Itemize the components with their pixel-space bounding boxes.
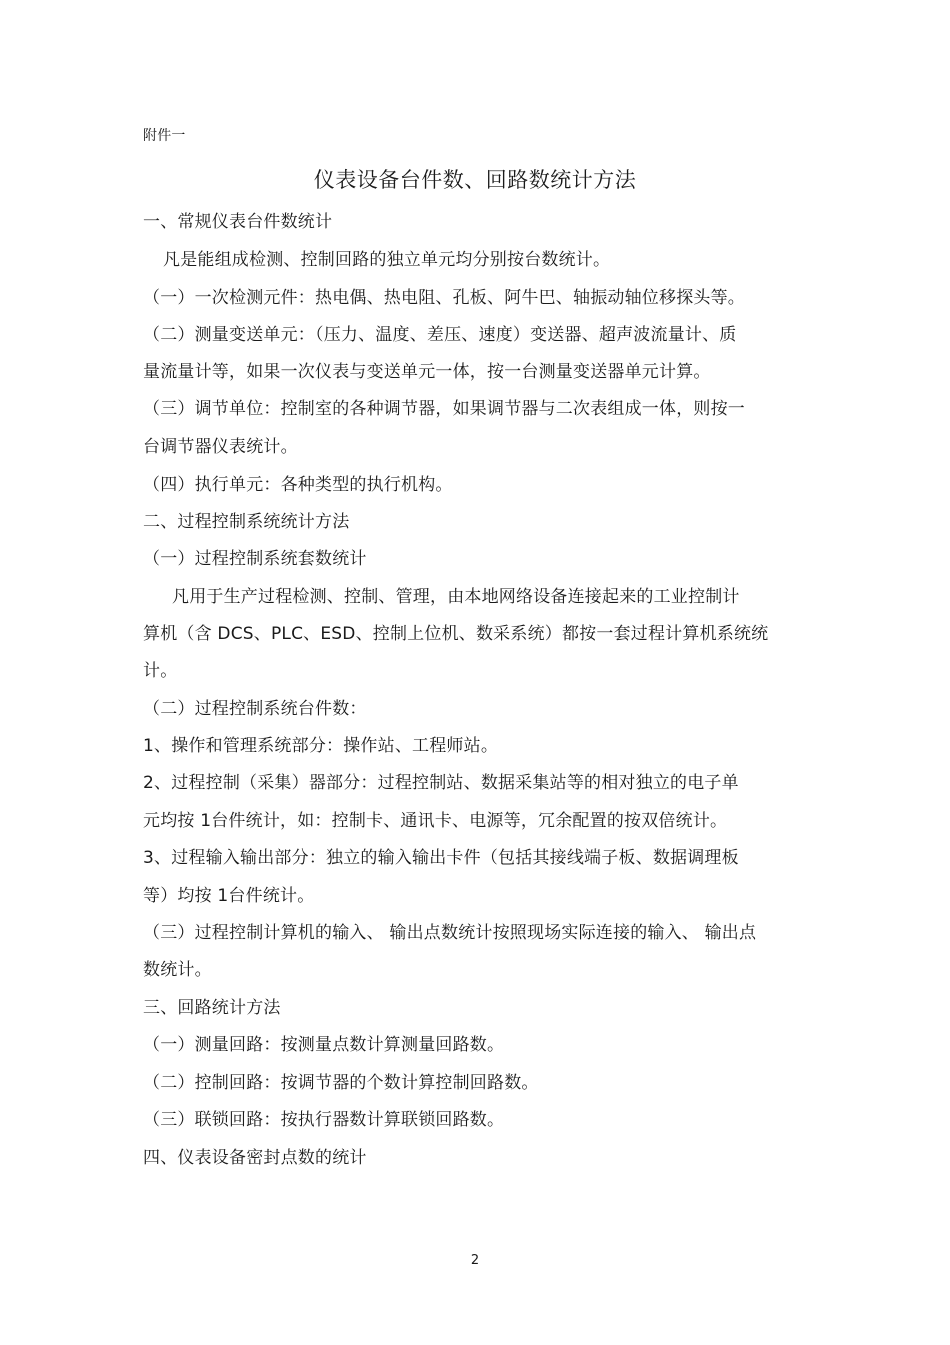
section-heading-3: 三、回路统计方法: [143, 998, 281, 1018]
paragraph-line: （一）一次检测元件：热电偶、热电阻、孔板、阿牛巴、轴振动轴位移探头等。: [143, 288, 745, 308]
paragraph-line: 算机（含 DCS、PLC、ESD、控制上位机、数采系统）都按一套过程计算机系统统: [143, 624, 769, 644]
paragraph-line: （一）测量回路：按测量点数计算测量回路数。: [143, 1035, 505, 1055]
paragraph-line: 计。: [143, 661, 178, 681]
subsection-heading: （一）过程控制系统套数统计: [143, 549, 367, 569]
paragraph-line: 3、过程输入输出部分：独立的输入输出卡件（包括其接线端子板、数据调理板: [143, 848, 739, 868]
paragraph-line: （三）过程控制计算机的输入、 输出点数统计按照现场实际连接的输入、 输出点: [143, 923, 757, 943]
paragraph-line: （三）联锁回路：按执行器数计算联锁回路数。: [143, 1110, 505, 1130]
paragraph-line: 元均按 1台件统计，如：控制卡、通讯卡、电源等，冗余配置的按双倍统计。: [143, 811, 728, 831]
paragraph-line: 2、过程控制（采集）器部分：过程控制站、数据采集站等的相对独立的电子单: [143, 773, 739, 793]
section-heading-2: 二、过程控制系统统计方法: [143, 512, 350, 532]
document-title: 仪表设备台件数、回路数统计方法: [313, 168, 637, 192]
paragraph-line: 等）均按 1台件统计。: [143, 886, 315, 906]
paragraph-line: （三）调节单位：控制室的各种调节器，如果调节器与二次表组成一体，则按一: [143, 399, 745, 419]
subsection-heading: （二）过程控制系统台件数：: [143, 699, 367, 719]
attachment-label: 附件一: [143, 128, 186, 144]
paragraph-line: 台调节器仪表统计。: [143, 437, 298, 457]
section-heading-1: 一、常规仪表台件数统计: [143, 212, 333, 232]
page-number: 2: [470, 1253, 480, 1268]
paragraph-line: （二）测量变送单元：（压力、温度、差压、速度）变送器、超声波流量计、质: [143, 325, 737, 345]
paragraph-line: （四）执行单元：各种类型的执行机构。: [143, 475, 453, 495]
paragraph-line: 凡用于生产过程检测、控制、管理，由本地网络设备连接起来的工业控制计: [172, 587, 740, 607]
paragraph-line: （二）控制回路：按调节器的个数计算控制回路数。: [143, 1073, 539, 1093]
paragraph-line: 1、操作和管理系统部分：操作站、工程师站。: [143, 736, 499, 756]
paragraph-line: 凡是能组成检测、控制回路的独立单元均分别按台数统计。: [163, 250, 611, 270]
paragraph-line: 数统计。: [143, 960, 212, 980]
section-heading-4: 四、仪表设备密封点数的统计: [143, 1148, 367, 1168]
paragraph-line: 量流量计等，如果一次仪表与变送单元一体，按一台测量变送器单元计算。: [143, 362, 711, 382]
